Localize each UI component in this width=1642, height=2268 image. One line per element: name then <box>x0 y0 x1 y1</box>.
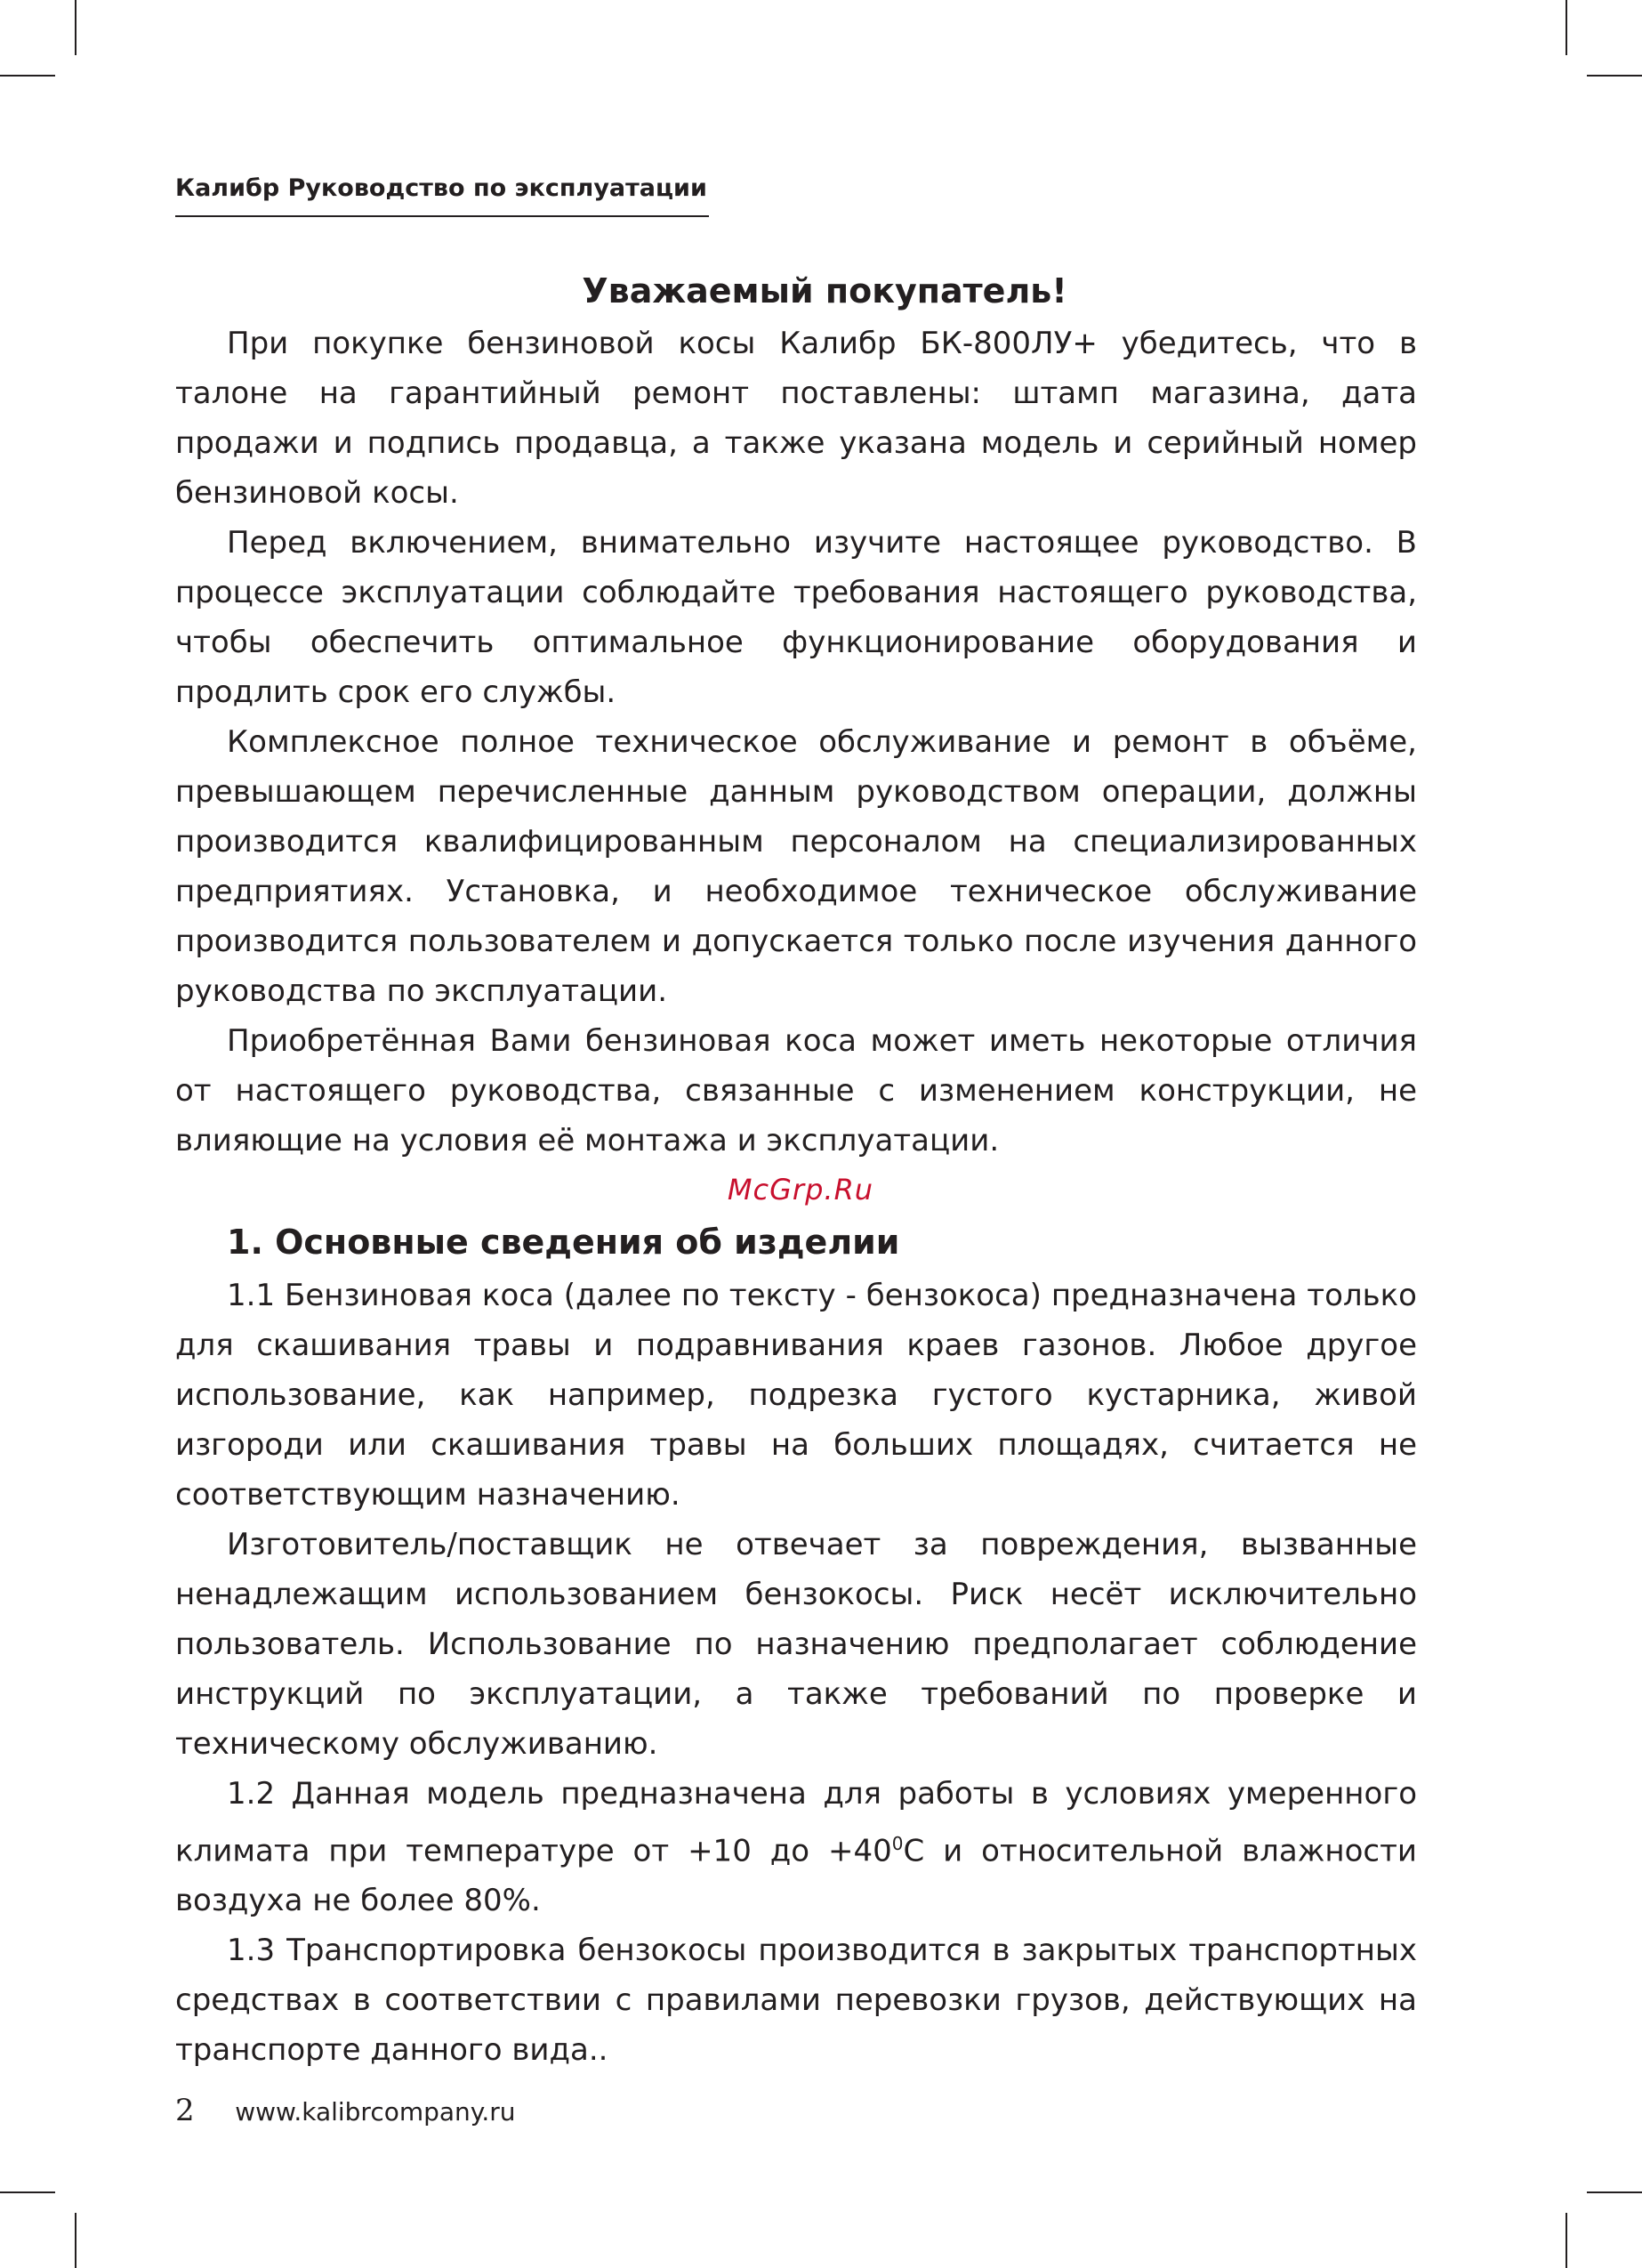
crop-mark-top-left-h <box>0 75 55 77</box>
section-paragraph-liability: Изготовитель/поставщик не отвечает за повреждения, вызванные ненадлежащим использованием бензокосы. Риск несёт исключительно пользователь. Использование по назначению предполагает соблюдение инструкций по эксплуатации, а также требований по проверке и техническому обслуживанию. <box>175 1527 1417 1762</box>
climate-text-after: С и относительной влажности воздуха не более 80%. <box>175 1833 1418 1919</box>
watermark-link[interactable]: McGrp.Ru <box>727 1173 874 1207</box>
intro-paragraph-4: Приобретённая Вами бензиновая коса может иметь некоторые отличия от настоящего руководства, связанные с изменением конструкции, не влияющие на условия её монтажа и эксплуатации. <box>175 1023 1417 1158</box>
crop-mark-top-right-h <box>1587 75 1642 77</box>
section-paragraph-1-1: 1.1 Бензиновая коса (далее по тексту - бензокоса) предназначена только для скашивания травы и подравнивания краев газонов. Любое другое использование, как например, подрезка густого кустарника, живой изгороди или скашивания травы на больших площадях, считается не соответствующим назначению. <box>175 1278 1417 1513</box>
crop-mark-top-left <box>75 0 76 55</box>
page-number: 2 <box>175 2093 195 2128</box>
crop-mark-bottom-right-h <box>1587 2191 1642 2193</box>
crop-mark-bottom-right <box>1566 2213 1567 2268</box>
running-header: Калибр Руководство по эксплуатации <box>175 171 709 217</box>
intro-paragraph-1: При покупке бензиновой косы Калибр БК-800ЛУ+ убедитесь, что в талоне на гарантийный ремонт поставлены: штамп магазина, дата продажи и подпись продавца, а также указана модель и серийный номер бензиновой косы. <box>175 326 1417 511</box>
climate-text-before: 1.2 Данная модель предназначена для работы в условиях умеренного климата при температуре от +10 до +40 <box>175 1776 1417 1869</box>
website-link[interactable]: www.kalibrcompany.ru <box>235 2097 516 2127</box>
degree-superscript: 0 <box>891 1833 904 1854</box>
section-paragraph-1-3: 1.3 Транспортировка бензокосы производится в закрытых транспортных средствах в соответствии с правилами перевозки грузов, действующих на транспорте данного вида.. <box>175 1933 1417 2069</box>
section-paragraph-1-2 <box>175 1769 1417 1925</box>
crop-mark-bottom-left-h <box>0 2191 55 2193</box>
page-content <box>175 263 1417 2075</box>
intro-paragraph-2: Перед включением, внимательно изучите настоящее руководство. В процессе эксплуатации соблюдайте требования настоящего руководства, чтобы обеспечить оптимальное функционирование оборудования и продлить срок его службы. <box>175 525 1417 710</box>
crop-mark-top-right <box>1566 0 1567 55</box>
intro-paragraph-3: Комплексное полное техническое обслуживание и ремонт в объёме, превышающем перечисленные данным руководством операции, должны производится квалифицированным персоналом на специализированных предприятиях. Установка, и необходимое техническое обслуживание производится пользователем и допускается только после изучения данного руководства по эксплуатации. <box>175 724 1417 1009</box>
greeting-heading: Уважаемый покупатель! <box>582 271 1067 311</box>
crop-mark-bottom-left <box>75 2213 76 2268</box>
page-footer <box>175 2093 516 2130</box>
section-title: 1. Основные сведения об изделии <box>227 1223 900 1262</box>
